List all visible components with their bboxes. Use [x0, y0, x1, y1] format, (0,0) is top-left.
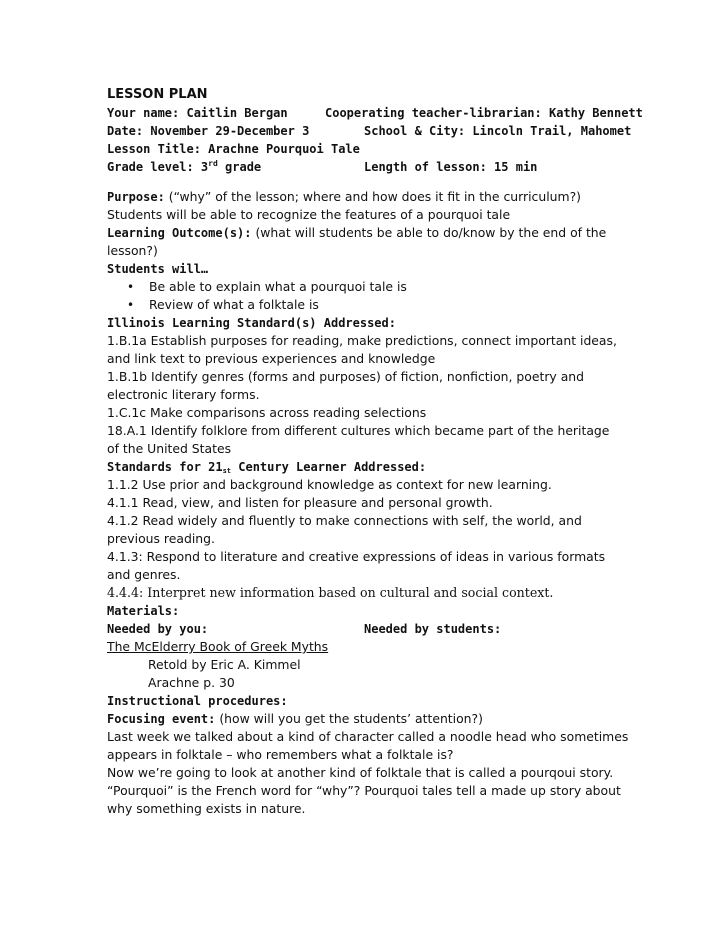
bullet-icon: •	[127, 280, 135, 294]
outcome-text: Review of what a folktale is	[149, 297, 319, 312]
standard-line: electronic literary forms.	[107, 387, 260, 402]
purpose-prompt: (“why” of the lesson; where and how does it fit in the curriculum?)	[164, 189, 581, 204]
materials-heading: Materials:	[107, 604, 180, 618]
focus-heading	[107, 710, 627, 728]
materials-row	[107, 620, 627, 638]
procedure-line: why something exists in nature.	[107, 801, 306, 816]
procedure-line: Now we’re going to look at another kind of folktale that is called a pourqoui story.	[107, 765, 614, 780]
procedure-line: “Pourquoi” is the French word for “why”? Pourquoi tales tell a made up story about	[107, 783, 621, 798]
procedure-line: Last week we talked about a kind of character called a noodle head who sometimes	[107, 729, 629, 744]
standards21-heading: Standards for $21_{st}$ Century Learner Addressed:	[107, 460, 427, 475]
lesson-title: Lesson Title: Arachne Pourquoi Tale	[107, 142, 360, 156]
story-page: Arachne p. 30	[148, 675, 235, 690]
lesson-date: Date: November 29-December 3	[107, 124, 310, 138]
standard21-line: previous reading.	[107, 531, 215, 546]
your-name: Your name: Caitlin Bergan	[107, 106, 288, 120]
book-title: The McElderry Book of Greek Myths	[107, 639, 329, 654]
grade-level: Grade level: 3rd grade	[107, 159, 262, 174]
name-row	[107, 104, 643, 122]
standard21-line: 1.1.2 Use prior and background knowledge as context for new learning.	[107, 477, 552, 492]
standard21-line: and genres.	[107, 567, 181, 582]
school-city: School & City: Lincoln Trail, Mahomet	[364, 124, 632, 138]
illinois-heading: Illinois Learning Standard(s) Addressed:	[107, 316, 396, 330]
standard-line: 18.A.1 Identify folklore from different cultures which became part of the heritage	[107, 423, 610, 438]
lesson-plan-page	[107, 86, 643, 818]
outcome-bullet-2	[107, 296, 627, 314]
standard-line: and link text to previous experiences and knowledge	[107, 351, 436, 366]
standard-line: 1.B.1b Identify genres (forms and purposes) of fiction, nonfiction, poetry and	[107, 369, 585, 384]
purpose-heading	[107, 188, 627, 206]
date-row	[107, 122, 632, 140]
purpose-text: Students will be able to recognize the features of a pourquoi tale	[107, 207, 511, 222]
standard21-line: 4.1.3: Respond to literature and creative expressions of ideas in various formats	[107, 549, 606, 564]
standard21-line: 4.4.4: Interpret new information based on cultural and social context.	[107, 585, 554, 600]
outcome-bullet-1	[107, 278, 627, 296]
needed-by-you: Needed by you:	[107, 622, 209, 636]
procedures-heading: Instructional procedures:	[107, 694, 288, 708]
outcomes-prompt: (what will students be able to do/know by the end of the	[251, 225, 607, 240]
purpose-label: Purpose:	[107, 190, 165, 204]
outcomes-prompt-cont: lesson?)	[107, 243, 158, 258]
bullet-icon: •	[127, 298, 135, 312]
retold-by: Retold by Eric A. Kimmel	[148, 657, 301, 672]
needed-by-students: Needed by students:	[364, 622, 502, 636]
procedure-line: appears in folktale – who remembers what a folktale is?	[107, 747, 454, 762]
standard-line: 1.B.1a Establish purposes for reading, make predictions, connect important ideas,	[107, 333, 617, 348]
focus-prompt: (how will you get the students’ attention?)	[215, 711, 483, 726]
standard-line: of the United States	[107, 441, 232, 456]
document-title: LESSON PLAN	[107, 87, 208, 102]
outcomes-heading	[107, 224, 627, 242]
focus-label: Focusing event:	[107, 712, 216, 726]
grade-row	[107, 158, 627, 176]
standard21-line: 4.1.1 Read, view, and listen for pleasure and personal growth.	[107, 495, 493, 510]
outcomes-label: Learning Outcome(s):	[107, 226, 252, 240]
cooperating-teacher: Cooperating teacher-librarian: Kathy Bennett	[325, 106, 643, 120]
standard21-line: 4.1.2 Read widely and fluently to make connections with self, the world, and	[107, 513, 582, 528]
outcome-text: Be able to explain what a pourquoi tale is	[149, 279, 407, 294]
students-will: Students will…	[107, 262, 209, 276]
standard-line: 1.C.1c Make comparisons across reading selections	[107, 405, 427, 420]
lesson-length: Length of lesson: 15 min	[364, 160, 538, 174]
